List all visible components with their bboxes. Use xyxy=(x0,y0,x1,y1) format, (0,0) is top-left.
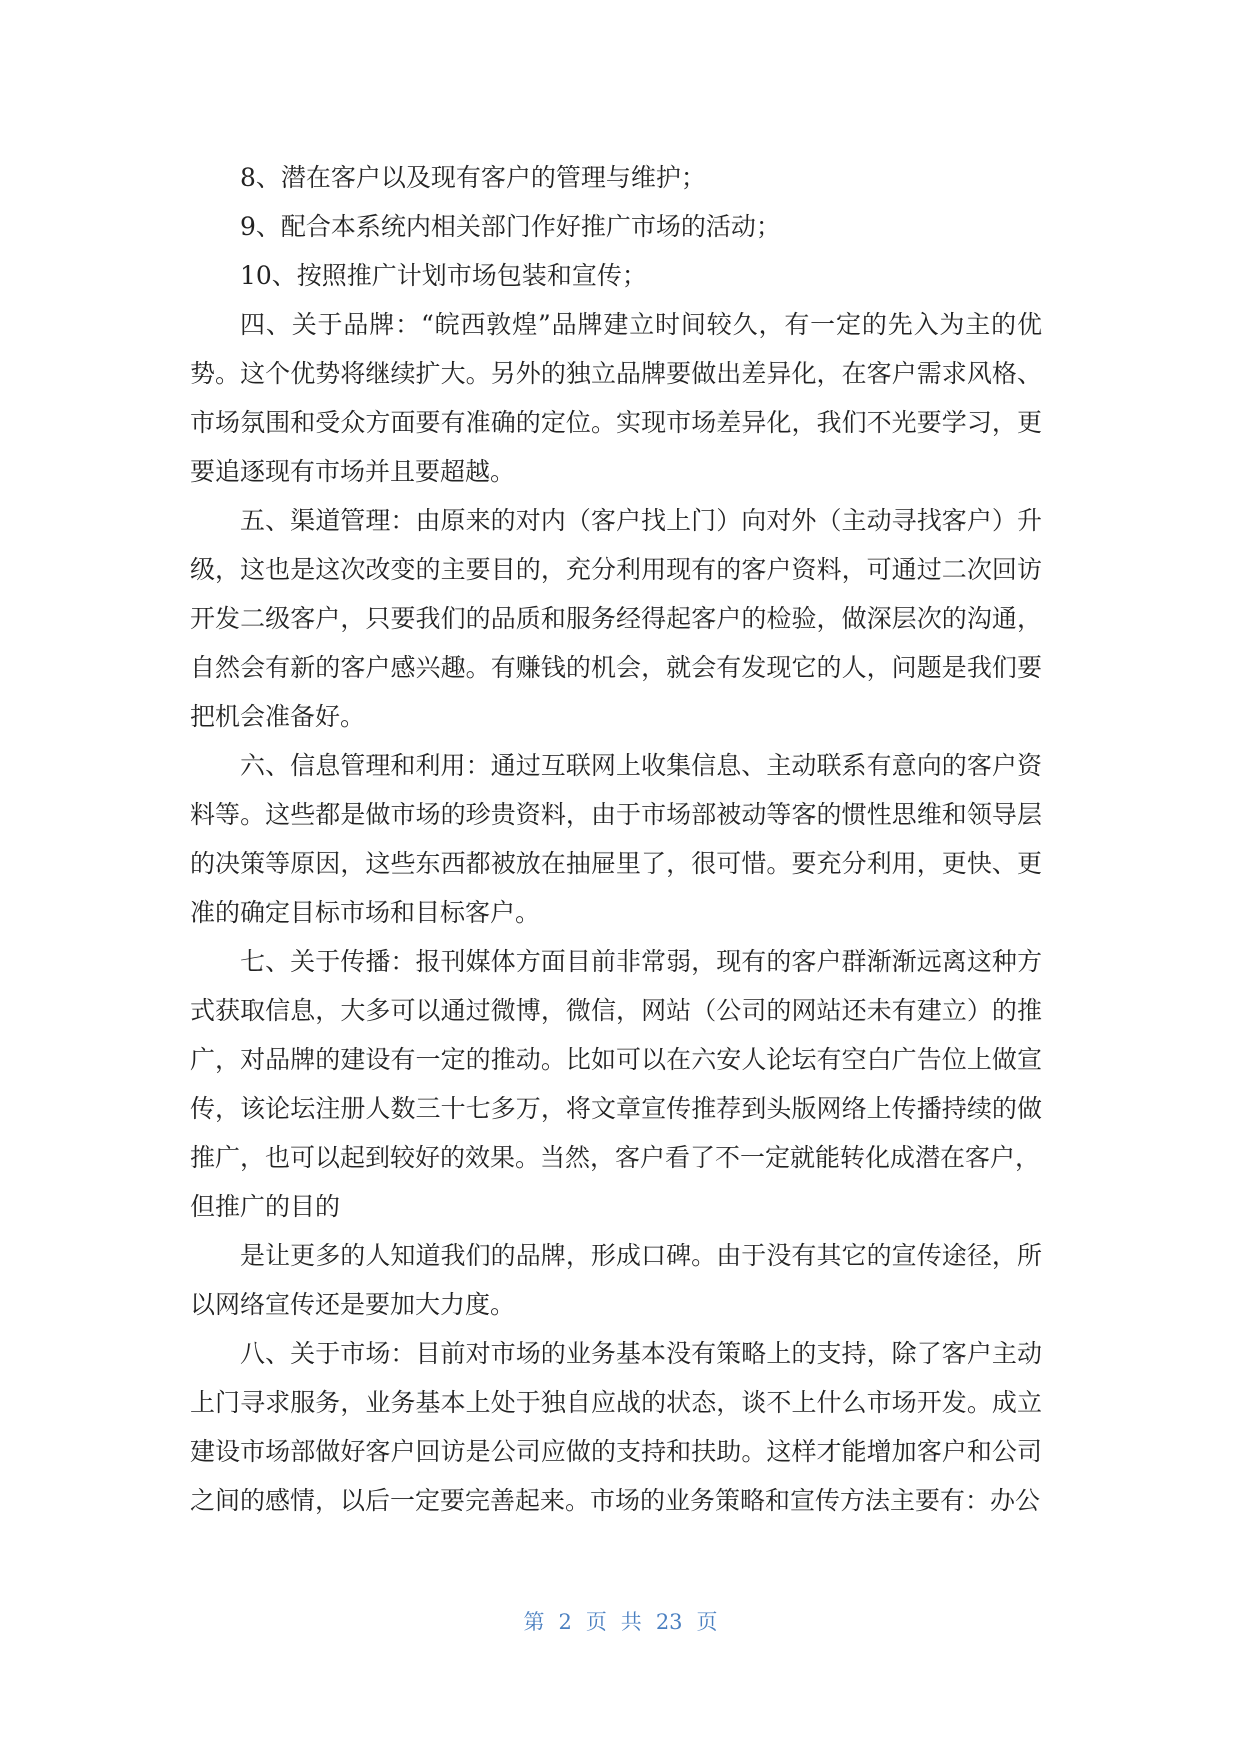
paragraph-communication: 七、关于传播：报刊媒体方面目前非常弱，现有的客户群渐渐远离这种方式获取信息，大多可以通过微博，微信，网站（公司的网站还未有建立）的推广，对品牌的建设有一定的推动。比如可以在六安人论坛有空白广告位上做宣传，该论坛注册人数三十七多万，将文章宣传推荐到头版网络上传播持续的做推广，也可以起到较好的效果。当然，客户看了不一定就能转化成潜在客户， xyxy=(190,947,1042,1172)
paragraph-purpose: 是让更多的人知道我们的品牌，形成口碑。由于没有其它的宣传途径，所以网络宣传还是要加大力度。 xyxy=(190,1241,1042,1319)
footer-total-pages: 23 xyxy=(655,1610,683,1634)
footer-middle: 页共 xyxy=(585,1610,656,1634)
paragraph-channel-management: 五、渠道管理：由原来的对内（客户找上门）向对外（主动寻找客户）升级，这也是这次改变的主要目的，充分利用现有的客户资料，可通过二次回访开发二级客户，只要我们的品质和服务经得起客户的检验，做深层次的沟通，自然会有新的客户感兴趣。有赚钱的机会，就会有发现它的人，问题是我们要把机会准备好。 xyxy=(190,506,1042,731)
footer-prefix: 第 xyxy=(523,1610,545,1634)
paragraph-brand: 四、关于品牌：“皖西敦煌”品牌建立时间较久，有一定的先入为主的优势。这个优势将继续扩大。另外的独立品牌要做出差异化，在客户需求风格、市场氛围和受众方面要有准确的定位。实现市场差异化，我们不光要学习，更要追逐现有市场并且要超越。 xyxy=(190,310,1042,486)
paragraph-information-management: 六、信息管理和利用：通过互联网上收集信息、主动联系有意向的客户资料等。这些都是做市场的珍贵资料，由于市场部被动等客的惯性思维和领导层的决策等原因，这些东西都被放在抽屉里了，很可惜。要充分利用，更快、更准的确定目标市场和目标客户。 xyxy=(190,751,1042,927)
list-item-8: 8、潜在客户以及现有客户的管理与维护； xyxy=(240,163,706,192)
list-item-10: 10、按照推广计划市场包装和宣传； xyxy=(240,261,647,290)
page-footer xyxy=(0,1606,1241,1636)
list-item-9: 9、配合本系统内相关部门作好推广市场的活动； xyxy=(240,212,781,241)
paragraph-market: 八、关于市场：目前对市场的业务基本没有策略上的支持，除了客户主动上门寻求服务，业务基本上处于独自应战的状态，谈不上什么市场开发。成立建设市场部做好客户回访是公司应做的支持和扶助。这样才能增加客户和公司之间的感情，以后一定要完善起来。市场的业务策略和宣传方法主要有：办公 xyxy=(190,1339,1042,1515)
document-body xyxy=(190,153,1042,1525)
footer-current-page: 2 xyxy=(558,1610,572,1634)
paragraph-communication-continued: 但推广的目的 xyxy=(190,1192,341,1221)
footer-suffix: 页 xyxy=(696,1610,718,1634)
